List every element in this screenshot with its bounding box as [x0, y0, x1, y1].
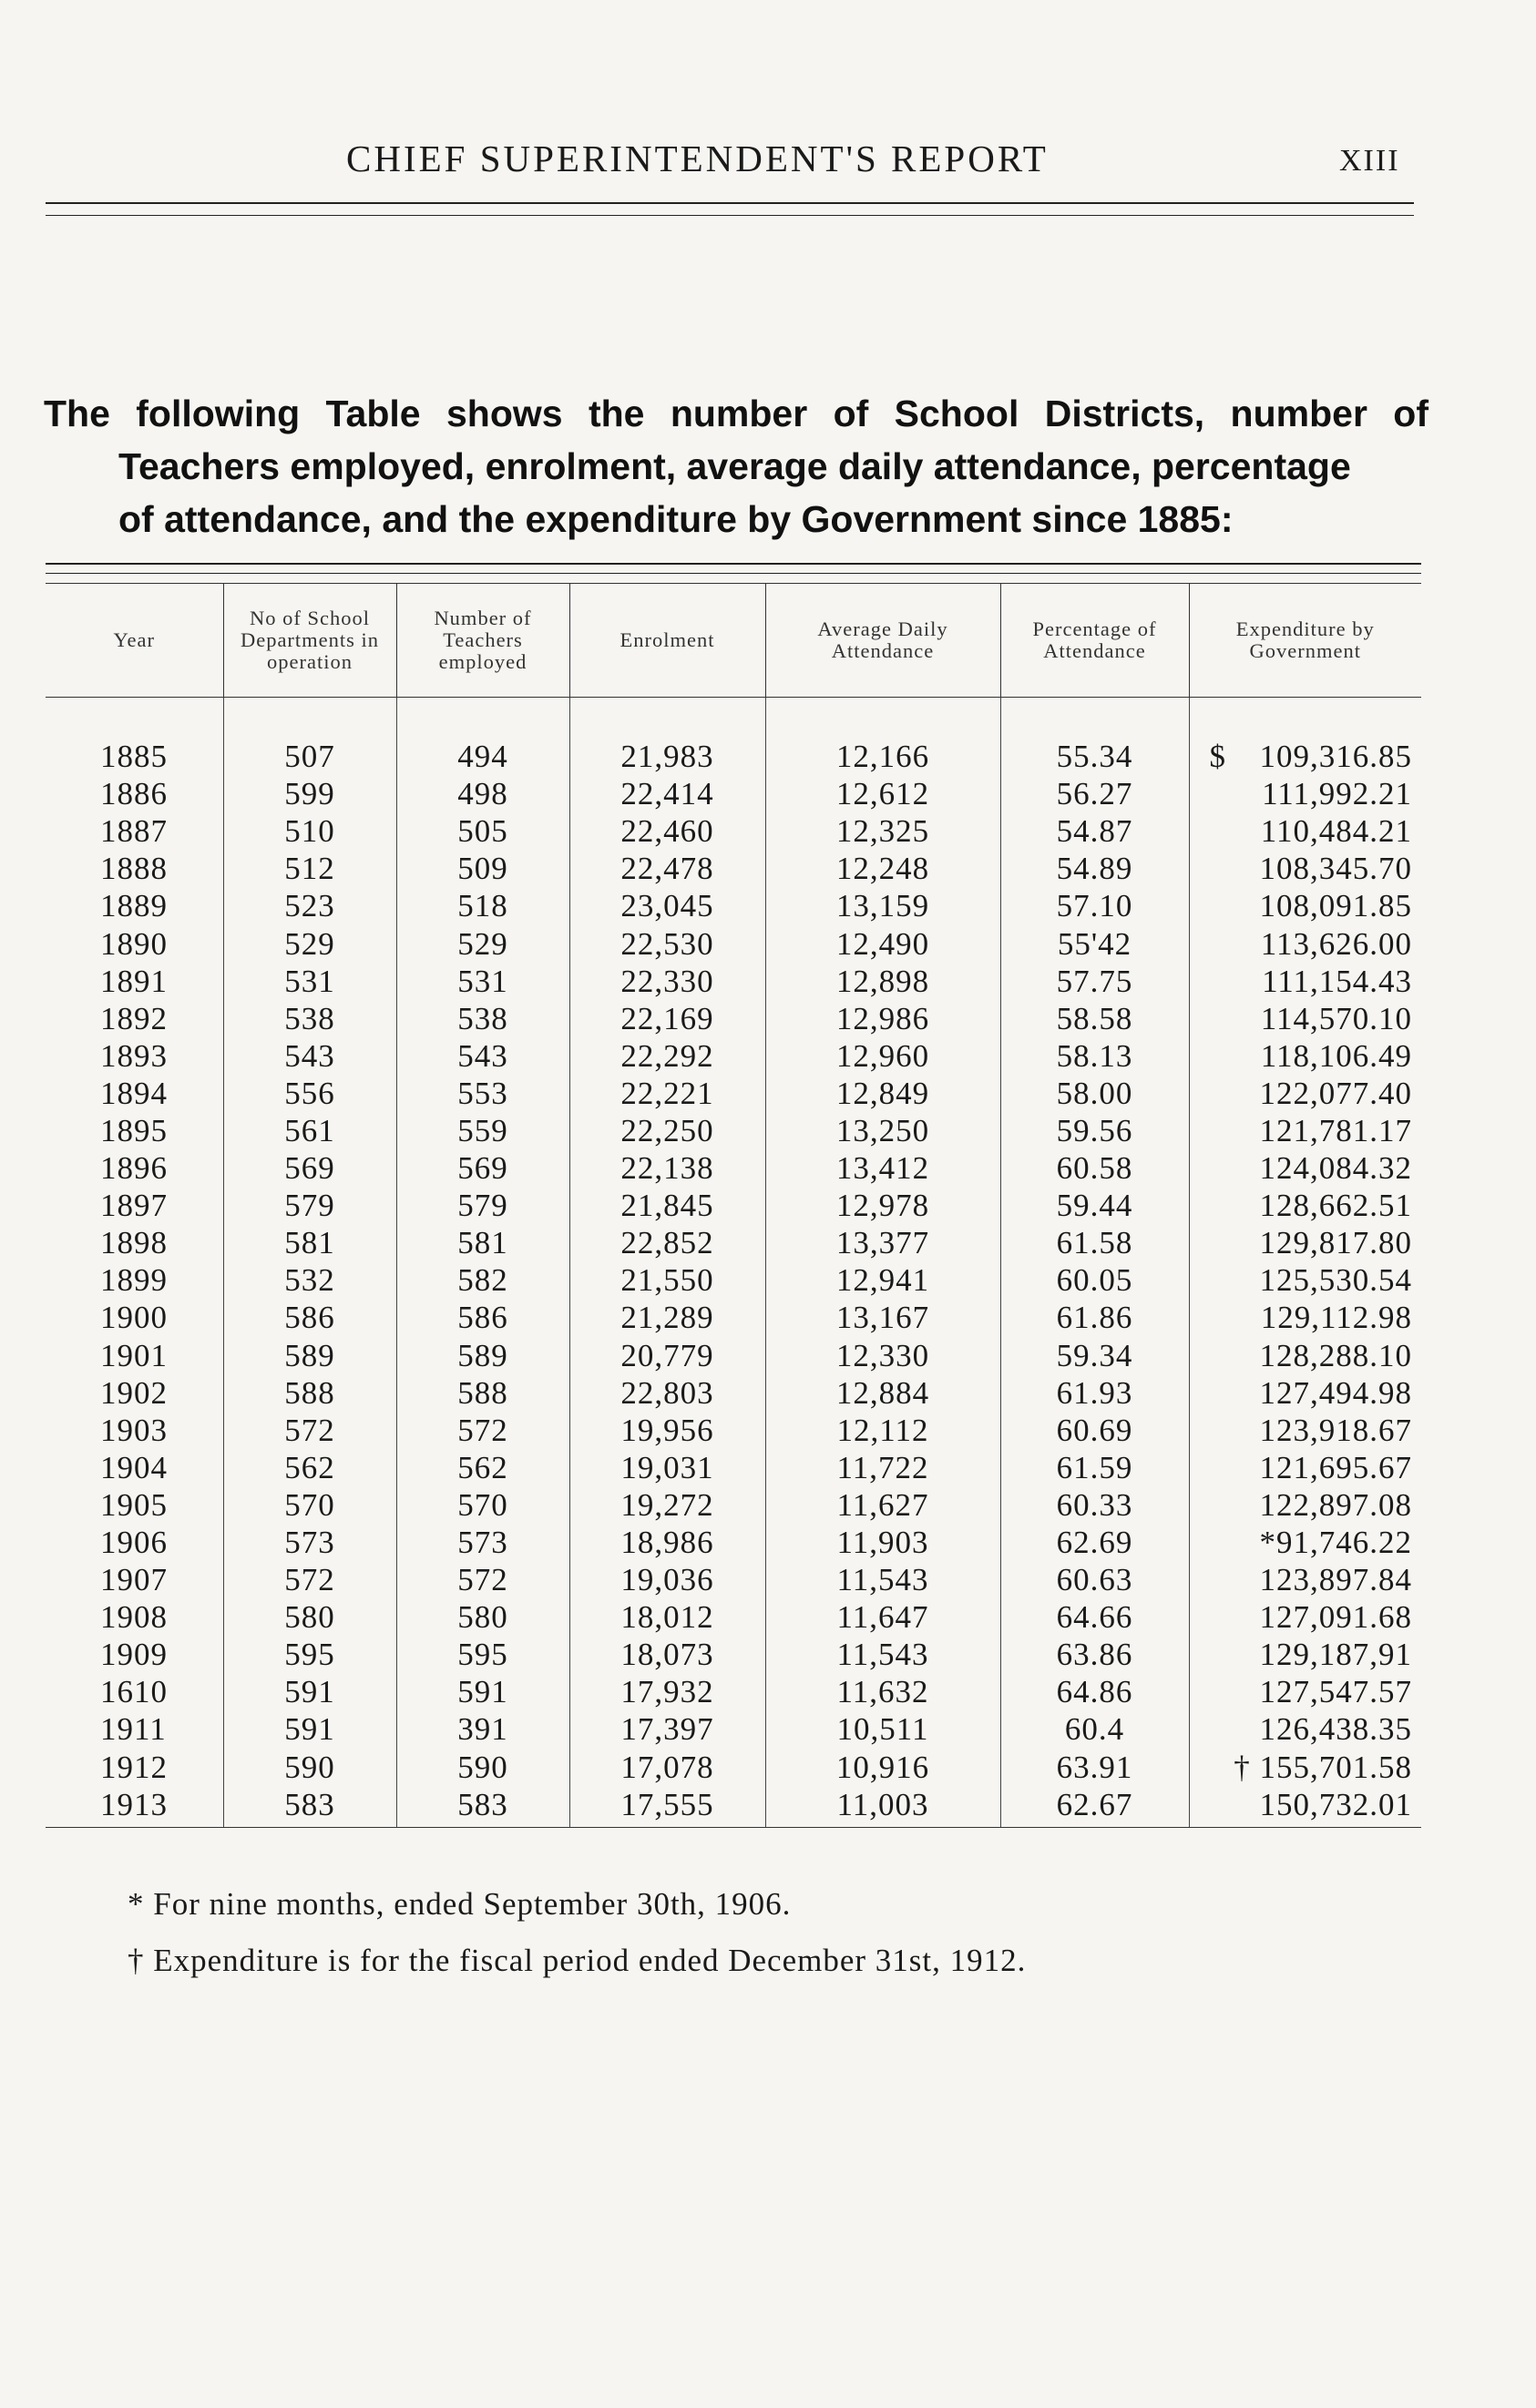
expenditure-cell: 122,077.40 [1189, 1075, 1421, 1112]
enrolment-cell: 22,250 [569, 1112, 765, 1149]
percentage-cell: 62.69 [1000, 1524, 1189, 1561]
departments-cell: 556 [223, 1075, 396, 1112]
departments-cell: 507 [223, 738, 396, 775]
intro-line-2: Teachers employed, enrolment, average daily attendance, percentage [118, 445, 1351, 487]
table-row [46, 1149, 1421, 1187]
expenditure-cell: 110,484.21 [1189, 812, 1421, 850]
percentage-cell: 56.27 [1000, 775, 1189, 812]
percentage-cell: 61.93 [1000, 1374, 1189, 1412]
percentage-cell: 59.34 [1000, 1337, 1189, 1374]
year-cell: 1893 [100, 1037, 168, 1074]
teachers-cell: 553 [396, 1075, 569, 1112]
enrolment-cell: 21,550 [569, 1261, 765, 1299]
year-cell: 1902 [100, 1374, 168, 1411]
table-row [46, 1112, 1421, 1149]
year-cell: 1908 [100, 1599, 168, 1636]
enrolment-cell: 22,169 [569, 1000, 765, 1037]
departments-cell: 510 [223, 812, 396, 850]
enrolment-cell: 19,956 [569, 1412, 765, 1449]
table-row [46, 1299, 1421, 1336]
year-cell: 1909 [100, 1637, 168, 1673]
percentage-cell: 60.05 [1000, 1261, 1189, 1299]
running-head [0, 137, 1536, 182]
expenditure-cell: 129,112.98 [1189, 1299, 1421, 1336]
intro-line-1: The following Table shows the number of School Districts, number of [44, 393, 1428, 434]
year-cell: 1890 [100, 925, 168, 962]
percentage-cell: 58.58 [1000, 1000, 1189, 1037]
attendance-cell: 12,112 [765, 1412, 1000, 1449]
teachers-cell: 572 [396, 1561, 569, 1598]
year-cell: 1895 [100, 1112, 168, 1148]
spacer-cell [569, 698, 765, 739]
expenditure-cell: 127,547.57 [1189, 1673, 1421, 1710]
table-row [46, 1786, 1421, 1828]
expenditure-cell: 128,288.10 [1189, 1337, 1421, 1374]
teachers-cell: 588 [396, 1374, 569, 1412]
table-row [46, 1187, 1421, 1224]
year-cell: 1894 [100, 1075, 168, 1111]
year-cell: 1899 [100, 1262, 168, 1299]
spacer-cell [396, 698, 569, 739]
teachers-cell: 583 [396, 1786, 569, 1828]
percentage-cell: 54.89 [1000, 850, 1189, 887]
attendance-cell: 12,941 [765, 1261, 1000, 1299]
percentage-cell: 61.58 [1000, 1224, 1189, 1261]
percentage-cell: 64.86 [1000, 1673, 1189, 1710]
enrolment-cell: 18,012 [569, 1598, 765, 1636]
percentage-cell: 61.86 [1000, 1299, 1189, 1336]
header-attendance: Average Daily Attendance [765, 584, 1000, 698]
percentage-cell: 63.91 [1000, 1749, 1189, 1786]
departments-cell: 529 [223, 924, 396, 962]
attendance-cell: 13,412 [765, 1149, 1000, 1187]
attendance-cell: 12,884 [765, 1374, 1000, 1412]
departments-cell: 580 [223, 1598, 396, 1636]
enrolment-cell: 22,221 [569, 1075, 765, 1112]
enrolment-cell: 23,045 [569, 887, 765, 924]
percentage-cell: 60.58 [1000, 1149, 1189, 1187]
year-cell: 1891 [100, 963, 168, 999]
enrolment-cell: 19,031 [569, 1449, 765, 1486]
teachers-cell: 570 [396, 1486, 569, 1524]
percentage-cell: 60.69 [1000, 1412, 1189, 1449]
percentage-cell: 58.00 [1000, 1075, 1189, 1112]
attendance-cell: 12,612 [765, 775, 1000, 812]
percentage-cell: 61.59 [1000, 1449, 1189, 1486]
expenditure-cell: *91,746.22 [1189, 1524, 1421, 1561]
expenditure-cell: 121,695.67 [1189, 1449, 1421, 1486]
departments-cell: 569 [223, 1149, 396, 1187]
spacer-cell [1000, 698, 1189, 739]
table-row [46, 1598, 1421, 1636]
percentage-cell: 58.13 [1000, 1037, 1189, 1075]
departments-cell: 543 [223, 1037, 396, 1075]
attendance-cell: 12,330 [765, 1337, 1000, 1374]
enrolment-cell: 22,292 [569, 1037, 765, 1075]
header-year: Year [46, 584, 223, 698]
page-number: XIII [1339, 144, 1400, 178]
departments-cell: 591 [223, 1710, 396, 1748]
year-cell: 1911 [100, 1711, 167, 1748]
attendance-cell: 10,511 [765, 1710, 1000, 1748]
year-cell: 1912 [100, 1749, 168, 1785]
percentage-cell: 55.34 [1000, 738, 1189, 775]
footnote-nine-months: * For nine months, ended September 30th, 1906. [128, 1886, 792, 1922]
teachers-cell: 498 [396, 775, 569, 812]
expenditure-cell: 122,897.08 [1189, 1486, 1421, 1524]
attendance-cell: 12,986 [765, 1000, 1000, 1037]
footnote-fiscal-period: † Expenditure is for the fiscal period ended December 31st, 1912. [128, 1943, 1027, 1978]
table-row [46, 812, 1421, 850]
departments-cell: 531 [223, 963, 396, 1000]
attendance-cell: 11,627 [765, 1486, 1000, 1524]
attendance-cell: 13,159 [765, 887, 1000, 924]
table-row [46, 1075, 1421, 1112]
enrolment-cell: 22,460 [569, 812, 765, 850]
attendance-cell: 13,250 [765, 1112, 1000, 1149]
teachers-cell: 391 [396, 1710, 569, 1748]
expenditure-value: 109,316.85 [1259, 739, 1412, 775]
departments-cell: 586 [223, 1299, 396, 1336]
departments-cell: 579 [223, 1187, 396, 1224]
table-row [46, 1224, 1421, 1261]
teachers-cell: 582 [396, 1261, 569, 1299]
percentage-cell: 59.44 [1000, 1187, 1189, 1224]
intro-paragraph [44, 387, 1428, 546]
expenditure-cell: 121,781.17 [1189, 1112, 1421, 1149]
teachers-cell: 494 [396, 738, 569, 775]
header-teachers: Number of Teachers employed [396, 584, 569, 698]
teachers-cell: 531 [396, 963, 569, 1000]
table-spacer-row [46, 698, 1421, 739]
teachers-cell: 580 [396, 1598, 569, 1636]
expenditure-cell: 150,732.01 [1189, 1786, 1421, 1828]
departments-cell: 561 [223, 1112, 396, 1149]
percentage-cell: 64.66 [1000, 1598, 1189, 1636]
spacer-cell [223, 698, 396, 739]
attendance-cell: 11,647 [765, 1598, 1000, 1636]
table-row [46, 887, 1421, 924]
spacer-cell [765, 698, 1000, 739]
currency-symbol: $ [1209, 739, 1226, 775]
expenditure-cell: 125,530.54 [1189, 1261, 1421, 1299]
departments-cell: 581 [223, 1224, 396, 1261]
header-enrolment: Enrolment [569, 584, 765, 698]
expenditure-cell: 123,897.84 [1189, 1561, 1421, 1598]
teachers-cell: 538 [396, 1000, 569, 1037]
percentage-cell: 60.4 [1000, 1710, 1189, 1748]
attendance-cell: 13,377 [765, 1224, 1000, 1261]
departments-cell: 573 [223, 1524, 396, 1561]
attendance-cell: 12,960 [765, 1037, 1000, 1075]
enrolment-cell: 21,845 [569, 1187, 765, 1224]
attendance-cell: 11,543 [765, 1561, 1000, 1598]
percentage-cell: 60.63 [1000, 1561, 1189, 1598]
percentage-cell: 57.10 [1000, 887, 1189, 924]
attendance-cell: 12,849 [765, 1075, 1000, 1112]
expenditure-cell: 124,084.32 [1189, 1149, 1421, 1187]
enrolment-cell: 18,073 [569, 1636, 765, 1673]
table-row [46, 850, 1421, 887]
attendance-cell: 12,898 [765, 963, 1000, 1000]
table-row [46, 1673, 1421, 1710]
teachers-cell: 589 [396, 1337, 569, 1374]
table-row [46, 1337, 1421, 1374]
expenditure-cell: 129,187,91 [1189, 1636, 1421, 1673]
attendance-cell: 12,248 [765, 850, 1000, 887]
expenditure-cell: 111,992.21 [1189, 775, 1421, 812]
departments-cell: 591 [223, 1673, 396, 1710]
year-cell: 1907 [100, 1562, 168, 1598]
year-cell: 1900 [100, 1300, 168, 1336]
departments-cell: 562 [223, 1449, 396, 1486]
expenditure-cell: 127,091.68 [1189, 1598, 1421, 1636]
enrolment-cell: 17,932 [569, 1673, 765, 1710]
enrolment-cell: 17,555 [569, 1786, 765, 1828]
enrolment-cell: 19,272 [569, 1486, 765, 1524]
departments-cell: 523 [223, 887, 396, 924]
year-cell: 1610 [100, 1674, 168, 1710]
header-percentage: Percentage of Attendance [1000, 584, 1189, 698]
departments-cell: 589 [223, 1337, 396, 1374]
attendance-cell: 12,325 [765, 812, 1000, 850]
table-row [46, 1261, 1421, 1299]
departments-cell: 590 [223, 1749, 396, 1786]
table-row [46, 1037, 1421, 1075]
attendance-cell: 12,978 [765, 1187, 1000, 1224]
attendance-cell: 11,903 [765, 1524, 1000, 1561]
table-row [46, 1486, 1421, 1524]
table-row [46, 1449, 1421, 1486]
departments-cell: 570 [223, 1486, 396, 1524]
attendance-cell: 11,722 [765, 1449, 1000, 1486]
attendance-cell: 10,916 [765, 1749, 1000, 1786]
expenditure-cell: 108,345.70 [1189, 850, 1421, 887]
table-top-rule [46, 563, 1421, 574]
expenditure-cell: 128,662.51 [1189, 1187, 1421, 1224]
table-row [46, 924, 1421, 962]
teachers-cell: 573 [396, 1524, 569, 1561]
teachers-cell: 569 [396, 1149, 569, 1187]
year-cell: 1903 [100, 1412, 168, 1448]
teachers-cell: 543 [396, 1037, 569, 1075]
departments-cell: 512 [223, 850, 396, 887]
enrolment-cell: 22,414 [569, 775, 765, 812]
teachers-cell: 559 [396, 1112, 569, 1149]
departments-cell: 599 [223, 775, 396, 812]
attendance-cell: 13,167 [765, 1299, 1000, 1336]
teachers-cell: 595 [396, 1636, 569, 1673]
year-cell: 1898 [100, 1225, 168, 1261]
attendance-cell: 11,003 [765, 1786, 1000, 1828]
attendance-cell: 11,632 [765, 1673, 1000, 1710]
percentage-cell: 63.86 [1000, 1636, 1189, 1673]
enrolment-cell: 22,803 [569, 1374, 765, 1412]
year-cell: 1892 [100, 1000, 168, 1036]
percentage-cell: 55'42 [1000, 924, 1189, 962]
teachers-cell: 579 [396, 1187, 569, 1224]
teachers-cell: 505 [396, 812, 569, 850]
table-row [46, 963, 1421, 1000]
departments-cell: 538 [223, 1000, 396, 1037]
running-head-title: CHIEF SUPERINTENDENT'S REPORT [346, 138, 1049, 179]
departments-cell: 572 [223, 1412, 396, 1449]
table-row [46, 1524, 1421, 1561]
percentage-cell: 57.75 [1000, 963, 1189, 1000]
enrolment-cell: 21,983 [569, 738, 765, 775]
teachers-cell: 518 [396, 887, 569, 924]
expenditure-cell: 129,817.80 [1189, 1224, 1421, 1261]
teachers-cell: 581 [396, 1224, 569, 1261]
enrolment-cell: 17,078 [569, 1749, 765, 1786]
departments-cell: 588 [223, 1374, 396, 1412]
year-cell: 1885 [100, 739, 168, 775]
teachers-cell: 562 [396, 1449, 569, 1486]
percentage-cell: 54.87 [1000, 812, 1189, 850]
expenditure-cell: 118,106.49 [1189, 1037, 1421, 1075]
percentage-cell: 62.67 [1000, 1786, 1189, 1828]
table-row [46, 738, 1421, 775]
year-cell: 1901 [100, 1337, 168, 1373]
year-cell: 1886 [100, 776, 168, 812]
header-expenditure: Expenditure by Government [1189, 584, 1421, 698]
spacer-cell [1189, 698, 1421, 739]
enrolment-cell: 22,852 [569, 1224, 765, 1261]
statistics-table [46, 583, 1421, 1828]
attendance-cell: 12,166 [765, 738, 1000, 775]
intro-line-3: of attendance, and the expenditure by Government since 1885: [118, 498, 1234, 540]
attendance-cell: 12,490 [765, 924, 1000, 962]
table-row [46, 1412, 1421, 1449]
header-departments: No of School Departments in operation [223, 584, 396, 698]
year-cell: 1913 [46, 1786, 223, 1828]
expenditure-cell: 127,494.98 [1189, 1374, 1421, 1412]
enrolment-cell: 19,036 [569, 1561, 765, 1598]
year-cell: 1888 [100, 851, 168, 887]
enrolment-cell: 21,289 [569, 1299, 765, 1336]
attendance-cell: 11,543 [765, 1636, 1000, 1673]
departments-cell: 595 [223, 1636, 396, 1673]
year-cell: 1905 [100, 1486, 168, 1523]
table-row [46, 1636, 1421, 1673]
footnotes [128, 1876, 1026, 1989]
enrolment-cell: 22,138 [569, 1149, 765, 1187]
table-row [46, 1374, 1421, 1412]
year-cell: 1906 [100, 1525, 168, 1561]
spacer-cell [46, 698, 223, 739]
departments-cell: 572 [223, 1561, 396, 1598]
year-cell: 1904 [100, 1449, 168, 1485]
year-cell: 1896 [100, 1150, 168, 1187]
table-header-row [46, 584, 1421, 698]
expenditure-cell: 111,154.43 [1189, 963, 1421, 1000]
header-rule [46, 202, 1414, 216]
expenditure-cell: 123,918.67 [1189, 1412, 1421, 1449]
teachers-cell: 529 [396, 924, 569, 962]
teachers-cell: 586 [396, 1299, 569, 1336]
teachers-cell: 591 [396, 1673, 569, 1710]
teachers-cell: 509 [396, 850, 569, 887]
year-cell: 1889 [100, 888, 168, 924]
table-row [46, 1561, 1421, 1598]
table-row [46, 1749, 1421, 1786]
enrolment-cell: 22,478 [569, 850, 765, 887]
percentage-cell: 60.33 [1000, 1486, 1189, 1524]
teachers-cell: 572 [396, 1412, 569, 1449]
expenditure-cell: † 155,701.58 [1189, 1749, 1421, 1786]
expenditure-cell: 114,570.10 [1189, 1000, 1421, 1037]
table-body [46, 698, 1421, 1828]
enrolment-cell: 18,986 [569, 1524, 765, 1561]
enrolment-cell: 22,530 [569, 924, 765, 962]
table-row [46, 775, 1421, 812]
table-row [46, 1710, 1421, 1748]
table-row [46, 1000, 1421, 1037]
enrolment-cell: 17,397 [569, 1710, 765, 1748]
enrolment-cell: 22,330 [569, 963, 765, 1000]
year-cell: 1897 [100, 1188, 168, 1224]
expenditure-cell: 126,438.35 [1189, 1710, 1421, 1748]
percentage-cell: 59.56 [1000, 1112, 1189, 1149]
departments-cell: 583 [223, 1786, 396, 1828]
teachers-cell: 590 [396, 1749, 569, 1786]
departments-cell: 532 [223, 1261, 396, 1299]
year-cell: 1887 [100, 813, 168, 850]
expenditure-cell: 113,626.00 [1189, 924, 1421, 962]
enrolment-cell: 20,779 [569, 1337, 765, 1374]
expenditure-cell: 108,091.85 [1189, 887, 1421, 924]
expenditure-cell [1189, 738, 1421, 775]
